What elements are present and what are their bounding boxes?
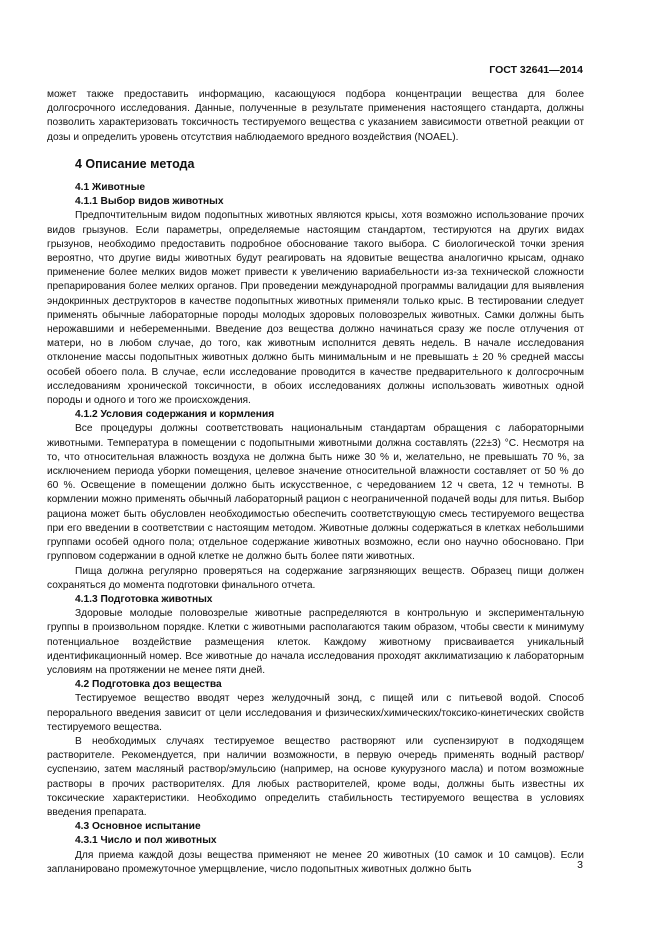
body-paragraph: Предпочтительным видом подопытных животных являются крысы, хотя возможно использование прочих видов грызунов. Если параметры, определяемые настоящим стандартом, тестируются на других видах грызунов, необходимо предоставить подробное обоснование такого выбора. С биологической точки зрения вероятно, что другие виды животных будут реагировать на ядовитые вещества аналогично крысам, однако применение более мелких видов может привести к увеличению вариабельности из-за технической сложности препарирования более мелких органов. При проведении международной программы валидации для выявления эндокринных деструкторов в качестве подопытных животных применяли только крыс. В тестировании следует применять обычные лабораторные породы молодых здоровых половозрелых животных. Самки должны быть нерожавшими и небеременными. Введение доз вещества должно начинаться сразу же после отлучения от матери, но в любом случае, до того, как животным исполнится девять недель. В начале исследования отклонение массы подопытных животных должно быть минимальным и не превышать ± 20 % средней массы особей обоего пола. В случае, если исследование проводится в качестве предварительного к долгосрочным исследованиям хронической токсичности, в обоих исследованиях должны использовать животных одной породы и одного и того же происхождения. <box>47 210 584 407</box>
document-body <box>47 88 584 877</box>
subsection-heading: 4.2 Подготовка доз вещества <box>75 679 222 691</box>
subsection-heading: 4.1.1 Выбор видов животных <box>75 196 224 208</box>
document-code-header: ГОСТ 32641—2014 <box>489 64 583 76</box>
body-paragraph: Все процедуры должны соответствовать национальным стандартам обращения с лабораторными животными. Температура в помещении с подопытными животными должна составлять (22±3) °С. Несмотря на то, что относительная влажность воздуха не должна быть ниже 30 % и, желательно, не превышать 70 %, за исключением периода уборки помещения, целевое значение относительной влажности составляет от 50 % до 60 %. Освещение в помещении должно быть искусственное, с чередованием 12 ч света, 12 ч темноты. В кормлении можно применять обычный лабораторный рацион с неограниченной подачей воды для питья. Выбор рациона может быть обусловлен необходимостью обеспечить соответствующую смесь тестируемого вещества при его введении в соответствии с настоящим методом. Животные должны содержаться в клетках небольшими группами особей одного пола; отдельное содержание животных возможно, если оно научно обосновано. При групповом содержании в одной клетке не должно быть более пяти животных. <box>47 423 584 563</box>
subsection-heading: 4.1.3 Подготовка животных <box>75 593 213 605</box>
body-paragraph: может также предоставить информацию, касающуюся подбора концентрации вещества для более долгосрочного исследования. Данные, полученные в результате применения настоящего стандарта, должны позволить характеризовать токсичность тестируемого вещества с указанием зависимости ответной реакции от дозы и определить уровень отсутствия наблюдаемого вредного воздействия (NOAEL). <box>47 89 584 143</box>
subsection-heading: 4.3.1 Число и пол животных <box>75 835 217 847</box>
body-paragraph: В необходимых случаях тестируемое вещество растворяют или суспензируют в подходящем растворителе. Рекомендуется, при наличии возможности, в первую очередь применять водный раствор/суспензию, затем масляный раствор/эмульсию (например, на основе кукурузного масла) и потом возможные растворы в прочих растворителях. Для любых растворителей, кроме воды, должны быть известны их токсические характеристики. Необходимо определить стабильность тестируемого вещества в условиях введения препарата. <box>47 735 584 818</box>
body-paragraph: Тестируемое вещество вводят через желудочный зонд, с пищей или с питьевой водой. Способ перорального введения зависит от цели исследования и физических/химических/токсико-кинетических свойств тестируемого вещества. <box>47 693 584 733</box>
body-paragraph: Для приема каждой дозы вещества применяют не менее 20 животных (10 самок и 10 самцов). Если запланировано промежуточное умерщвление, число подопытных животных должно быть <box>47 849 584 875</box>
subsection-heading: 4.3 Основное испытание <box>75 821 201 833</box>
body-paragraph: Здоровые молодые половозрелые животные распределяются в контрольную и экспериментальную группы в произвольном порядке. Клетки с животными располагаются таким образом, чтобы свести к минимуму потенциальное воздействие размещения клеток. Каждому животному присваивается уникальный идентификационный номер. Все животные до начала исследования проходят акклиматизацию к лабораторным условиям на протяжении не менее пяти дней. <box>47 608 584 676</box>
subsection-heading: 4.1 Животные <box>75 182 146 194</box>
page-number: 3 <box>577 859 583 871</box>
section-heading: 4 Описание метода <box>75 156 195 171</box>
body-paragraph: Пища должна регулярно проверяться на содержание загрязняющих веществ. Образец пищи должен сохраняться до момента подготовки финального отчета. <box>47 565 584 591</box>
subsection-heading: 4.1.2 Условия содержания и кормления <box>75 409 275 421</box>
